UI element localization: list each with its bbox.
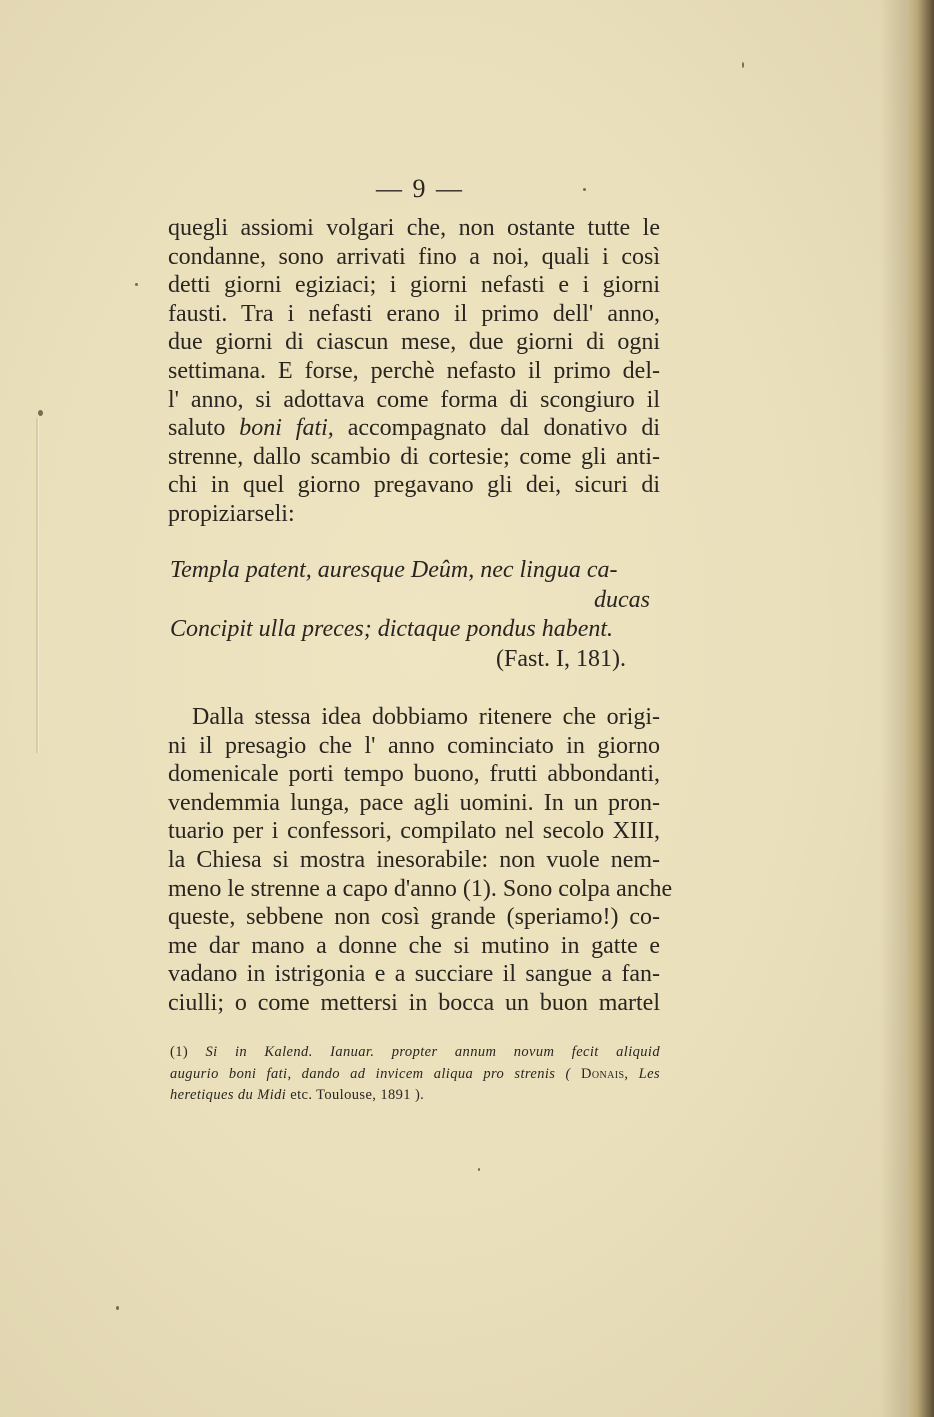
text-line: detti giorni egiziaci; i giorni nefasti e i giorni [168,272,660,299]
binding-edge [906,0,934,1417]
paper-speck [38,410,43,416]
text-run: Les [638,1065,661,1082]
text-line: vendemmia lunga, pace agli uomini. In un pron- [168,789,660,816]
text-run: Si in Kalend. Ianuar. propter annum novum fecit aliquid [205,1044,660,1060]
text-line [168,414,660,443]
paragraph-1 [168,214,660,529]
text-run: etc. Toulouse, 1891 ). [290,1087,425,1103]
paper-speck [116,1306,119,1310]
footnote-line [170,1085,660,1107]
text-line: propiziarseli: [168,500,295,527]
text-line: me dar mano a donne che si mutino in gatte e [168,932,660,959]
text-line: chi in quel giorno pregavano gli dei, sicuri di [168,472,660,499]
page-number: — 9 — [376,174,464,203]
verse-line: ducas [594,586,650,613]
text-line: quegli assiomi volgari che, non ostante tutte le [168,215,660,241]
footnote-line [170,1064,660,1086]
italic-phrase: boni fati, [239,415,334,442]
paper-fold-line [36,418,38,753]
text-line: queste, sebbene non così grande (speriamo!) co- [168,904,660,931]
text-run: saluto [168,415,240,442]
text-line: strenne, dallo scambio di cortesie; come gli anti- [168,443,660,470]
verse-citation: (Fast. I, 181). [496,645,626,672]
text-run: augurio boni fati, dando ad invicem aliqua pro strenis ( [170,1065,571,1082]
text-run: accompagnato dal donativo di [333,415,661,442]
text-line: condanne, sono arrivati fino a noi, quali i così [168,243,660,270]
text-line: Dalla stessa idea dobbiamo ritenere che origi- [192,704,660,730]
text-line: l' anno, si adottava come forma di scongiuro il [168,386,660,413]
paper-speck [742,62,744,68]
text-line: fausti. Tra i nefasti erano il primo dell' anno, [168,300,660,327]
paper-speck [135,283,138,286]
text-line: vadano in istrigonia e a succiare il sangue a fan- [168,961,660,988]
text-line: la Chiesa si mostra inesorabile: non vuole nem- [168,846,660,873]
verse-line: Templa patent, auresque Deûm, nec lingua ca- [170,557,618,583]
text-run: heretiques du Midi [170,1087,287,1103]
footnote-number: (1) [170,1044,189,1060]
text-line: ciulli; o come mettersi in bocca un buon martel [168,989,660,1016]
text-line: ni il presagio che l' anno cominciato in giorno [168,732,660,759]
text-line: tuario per i confessori, compilato nel secolo XIII, [168,818,660,845]
footnote [170,1042,660,1107]
footnote-author: Donais, [581,1065,629,1082]
text-line: meno le strenne a capo d'anno (1). Sono colpa anche [168,875,673,902]
paper-speck [478,1168,480,1171]
text-line: due giorni di ciascun mese, due giorni di ogni [168,329,660,356]
text-line: domenicale porti tempo buono, frutti abbondanti, [168,761,660,788]
paragraph-2 [168,703,673,1018]
binding-shadow [880,0,906,1417]
text-line: settimana. E forse, perchè nefasto il primo del- [168,357,660,384]
footnote-line [170,1042,660,1064]
verse-line: Concipit ulla preces; dictaque pondus habent. [170,616,614,642]
latin-verse-quotation [170,556,662,674]
